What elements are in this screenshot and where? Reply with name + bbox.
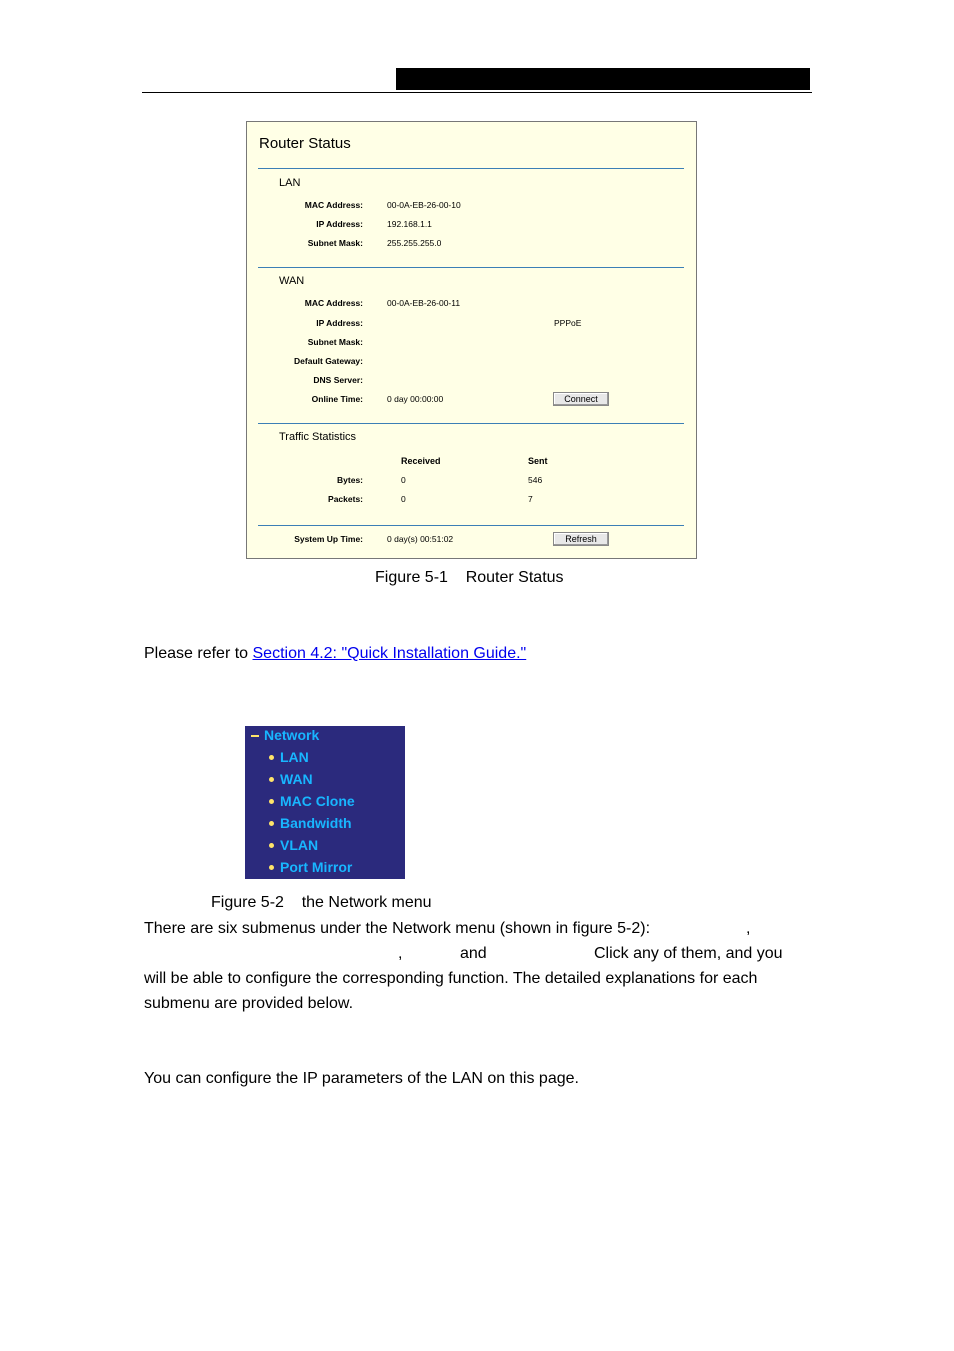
menu-item-bandwidth[interactable]: Bandwidth [280, 815, 352, 831]
wan-online-value: 0 day 00:00:00 [387, 394, 444, 404]
bytes-received: 0 [401, 475, 406, 485]
submenu-paragraph-line-2-comma: , [398, 945, 403, 962]
submenu-paragraph-line-1-comma: , [746, 920, 751, 937]
wan-gateway-label: Default Gateway: [294, 356, 363, 366]
bullet-icon [269, 777, 274, 782]
uptime-label: System Up Time: [294, 534, 363, 544]
lan-mask-value: 255.255.255.0 [387, 238, 442, 248]
bytes-label: Bytes: [337, 475, 363, 485]
collapse-icon [251, 735, 259, 737]
submenu-paragraph-line-2-end: Click any of them, and you [594, 945, 783, 962]
submenu-paragraph-line-3: will be able to configure the corresponding function. The detailed explanations for each [144, 970, 758, 987]
network-menu-heading[interactable]: Network [264, 727, 320, 743]
connect-button[interactable]: Connect [553, 392, 609, 406]
menu-item-lan[interactable]: LAN [280, 749, 309, 765]
figure-2-caption: Figure 5-2 the Network menu [211, 894, 432, 911]
wan-mask-label: Subnet Mask: [307, 337, 363, 347]
menu-item-vlan[interactable]: VLAN [280, 837, 319, 853]
submenu-paragraph-line-4: submenu are provided below. [144, 995, 354, 1012]
panel-title: Router Status [259, 135, 351, 152]
lan-intro-text: You can configure the IP parameters of the LAN on this page. [144, 1070, 579, 1087]
sent-column-header: Sent [528, 456, 548, 466]
wan-ip-label: IP Address: [316, 318, 363, 328]
router-status-panel [246, 121, 697, 559]
figure-1-caption: Figure 5-1 Router Status [375, 569, 564, 586]
submenu-paragraph-line-2-and: and [460, 945, 487, 962]
wan-dns-label: DNS Server: [313, 375, 363, 385]
menu-item-port-mirror[interactable]: Port Mirror [280, 859, 353, 875]
wan-mac-value: 00-0A-EB-26-00-11 [387, 298, 461, 308]
received-column-header: Received [401, 456, 441, 466]
bytes-sent: 546 [528, 475, 543, 485]
refer-prefix: Please refer to [144, 645, 253, 662]
lan-heading: LAN [279, 177, 301, 189]
packets-label: Packets: [328, 494, 363, 504]
submenu-paragraph-line-1: There are six submenus under the Network menu (shown in figure 5-2): [144, 920, 651, 937]
header-bar [396, 68, 810, 90]
bullet-icon [269, 821, 274, 826]
lan-ip-label: IP Address: [316, 219, 363, 229]
packets-sent: 7 [528, 494, 533, 504]
lan-mac-label: MAC Address: [304, 200, 363, 210]
divider [258, 525, 684, 526]
packets-received: 0 [401, 494, 406, 504]
bullet-icon [269, 843, 274, 848]
bullet-icon [269, 865, 274, 870]
uptime-value: 0 day(s) 00:51:02 [387, 534, 454, 544]
refer-paragraph [144, 641, 526, 666]
header-rule [142, 92, 812, 93]
bullet-icon [269, 799, 274, 804]
bullet-icon [269, 755, 274, 760]
lan-ip-value: 192.168.1.1 [387, 219, 432, 229]
divider [258, 267, 684, 268]
network-menu [245, 726, 405, 879]
divider [258, 423, 684, 424]
wan-heading: WAN [279, 275, 305, 287]
wan-mac-label: MAC Address: [304, 298, 363, 308]
menu-item-mac-clone[interactable]: MAC Clone [280, 793, 355, 809]
lan-mac-value: 00-0A-EB-26-00-10 [387, 200, 461, 210]
quick-installation-guide-link[interactable]: Section 4.2: "Quick Installation Guide." [252, 645, 527, 662]
divider [258, 168, 684, 169]
menu-item-wan[interactable]: WAN [280, 771, 313, 787]
refresh-button[interactable]: Refresh [553, 532, 609, 546]
wan-connection-type: PPPoE [554, 318, 582, 328]
traffic-heading: Traffic Statistics [279, 431, 357, 443]
lan-mask-label: Subnet Mask: [307, 238, 363, 248]
wan-online-label: Online Time: [311, 394, 363, 404]
